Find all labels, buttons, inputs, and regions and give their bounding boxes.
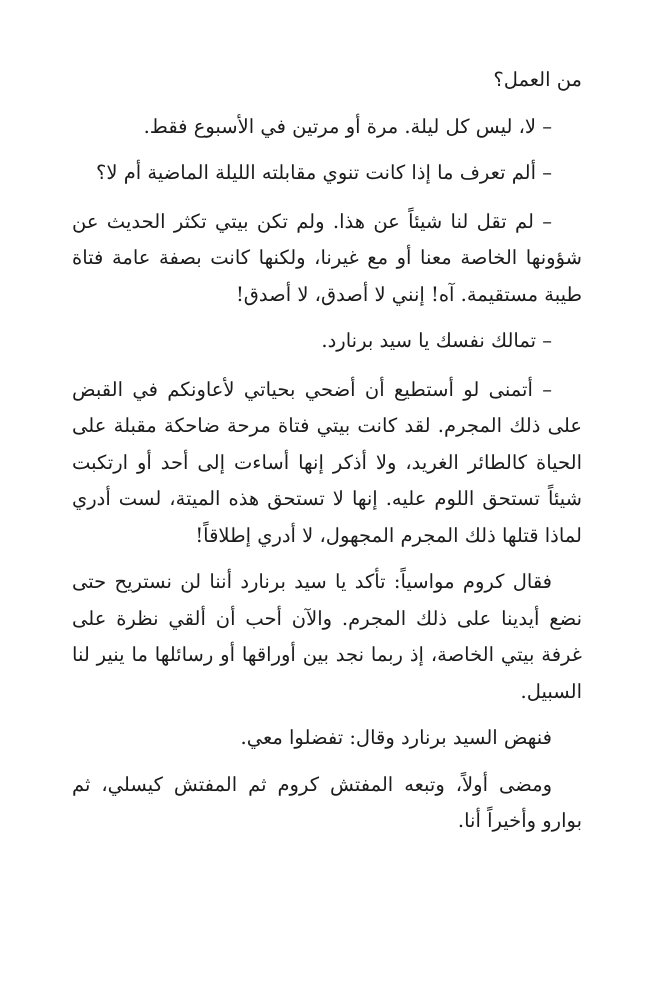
paragraph-dialogue-4: – تمالك نفسك يا سيد برنارد.	[321, 329, 552, 352]
paragraph-dialogue-1: – لا، ليس كل ليلة. مرة أو مرتين في الأسبوع فقط.	[143, 114, 552, 138]
paragraph-narration-1: فقال كروم مواسياً: تأكد يا سيد برنارد أننا لن نستريح حتى نضع أيدينا على ذلك المجرم. والآن أحب أن ألقي نظرة على غرفة بيتي الخاصة، إذ ربما نجد بين أوراقها أو رسائلها ما ينير لنا السبيل.	[72, 570, 582, 703]
paragraph-dialogue-3: – لم تقل لنا شيئاً عن هذا. ولم تكن بيتي تكثر الحديث عن شؤونها الخاصة معنا أو مع غيرنا، ولكنها كانت بصفة عامة فتاة طيبة مستقيمة. آه! إنني لا أصدق، لا أصدق!	[72, 209, 582, 306]
paragraph-narration-3: ومضى أولاً، وتبعه المفتش كروم ثم المفتش كيسلي، ثم بوارو وأخيراً أنا.	[72, 772, 582, 832]
paragraph-continuation: من العمل؟	[493, 68, 582, 91]
document-page	[72, 62, 582, 850]
paragraph-dialogue-5: – أتمنى لو أستطيع أن أضحي بحياتي لأعاونكم في القبض على ذلك المجرم. لقد كانت بيتي فتاة مرحة ضاحكة مقبلة على الحياة كالطائر الغريد، ولا أذكر إنها أساءت إلى أحد أو ارتكبت شيئاً تستحق اللوم عليه. إنها لا تستحق هذه الميتة، لست أدري لماذا قتلها ذلك المجرم المجهول، لا أدري إطلاقاً!	[72, 377, 582, 547]
paragraph-dialogue-2: – ألم تعرف ما إذا كانت تنوي مقابلته الليلة الماضية أم لا؟	[96, 161, 552, 184]
paragraph-narration-2: فنهض السيد برنارد وقال: تفضلوا معي.	[240, 726, 552, 749]
